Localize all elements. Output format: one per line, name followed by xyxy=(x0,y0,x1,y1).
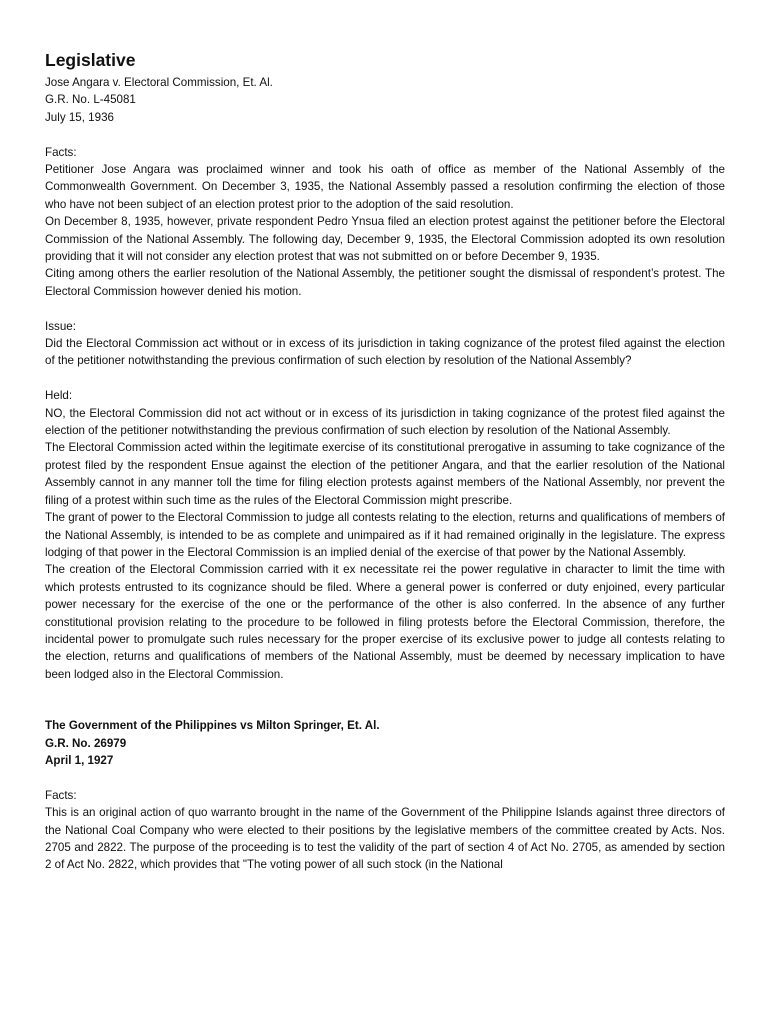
document-page xyxy=(45,48,725,874)
case1-facts-label: Facts: xyxy=(45,145,77,159)
document-heading: Legislative xyxy=(45,50,136,70)
case1-held-label: Held: xyxy=(45,389,73,403)
case1-issue-label: Issue: xyxy=(45,319,76,333)
case1-held-paragraph: The grant of power to the Electoral Commission to judge all contests relating to the election, returns and qualifications of members of the National Assembly, is intended to be as complete and unimpaired as if it had remained originally in the legislature. The express lodging of that power in the Electoral Commission is an implied denial of the exercise of that power by the National Assembly. xyxy=(45,511,725,559)
case1-facts-paragraph: Citing among others the earlier resolution of the National Assembly, the petitioner sought the dismissal of respondent’s protest. The Electoral Commission however denied his motion. xyxy=(45,267,725,298)
case1-held-paragraph: NO, the Electoral Commission did not act without or in excess of its jurisdiction in taking cognizance of the protest filed against the election of the petitioner notwithstanding the previous confirmation of such election by resolution of the National Assembly. xyxy=(45,406,725,438)
case2-gr-no: G.R. No. 26979 xyxy=(45,736,127,750)
case1-facts-paragraph: Petitioner Jose Angara was proclaimed winner and took his oath of office as member of the National Assembly of the Commonwealth Government. On December 3, 1935, the National Assembly passed a resolution confirming the election of those who have not been subject of an election protest prior to the adoption of the said resolution. xyxy=(45,163,725,211)
case1-gr-no: G.R. No. L-45081 xyxy=(45,93,136,107)
case1-date: July 15, 1936 xyxy=(45,110,114,124)
case1-facts-paragraph: On December 8, 1935, however, private respondent Pedro Ynsua filed an election protest against the petitioner before the Electoral Commission of the National Assembly. The following day, December 9, 1935, the Electoral Commission adopted its own resolution providing that it will not consider any election protest that was not submitted on or before December 9, 1935. xyxy=(45,215,725,264)
case1-held-paragraph: The Electoral Commission acted within the legitimate exercise of its constitutional prerogative in assuming to take cognizance of the protest filed by the respondent Ensue against the election of the petitioner Angara, and that the earlier resolution of the National Assembly cannot in any manner toll the time for filing election protests against members of the National Assembly, nor prevent the filing of a protest within such time as the rules of the Electoral Commission might prescribe. xyxy=(45,441,725,507)
case2-date: April 1, 1927 xyxy=(45,753,114,767)
case2-facts-paragraph: This is an original action of quo warranto brought in the name of the Government of the Philippine Islands against three directors of the National Coal Company who were elected to their positions by the legislative members of the committee created by Acts. Nos. 2705 and 2822. The purpose of the proceeding is to test the validity of the part of section 4 of Act No. 2705, as amended by section 2 of Act No. 2822, which provides that "The voting power of all such stock (in the National xyxy=(45,806,725,872)
case1-held-paragraph: The creation of the Electoral Commission carried with it ex necessitate rei the power regulative in character to limit the time with which protests entrusted to its cognizance should be filed. Where a general power is conferred or duty enjoined, every particular power necessary for the exercise of the one or the performance of the other is also conferred. In the absence of any further constitutional provision relating to the procedure to be followed in filing protests before the Electoral Commission, therefore, the incidental power to promulgate such rules necessary for the proper exercise of its exclusive power to judge all contests relating to the election, returns and qualifications of members of the National Assembly, must be deemed by necessary implication to have been lodged also in the Electoral Commission. xyxy=(45,563,725,681)
case2-title: The Government of the Philippines vs Milton Springer, Et. Al. xyxy=(45,719,380,733)
case1-title: Jose Angara v. Electoral Commission, Et. Al. xyxy=(45,76,273,89)
case1-issue-paragraph: Did the Electoral Commission act without or in excess of its jurisdiction in taking cognizance of the protest filed against the election of the petitioner notwithstanding the previous confirmation of such election by resolution of the National Assembly? xyxy=(45,337,725,368)
case2-facts-label: Facts: xyxy=(45,788,77,802)
